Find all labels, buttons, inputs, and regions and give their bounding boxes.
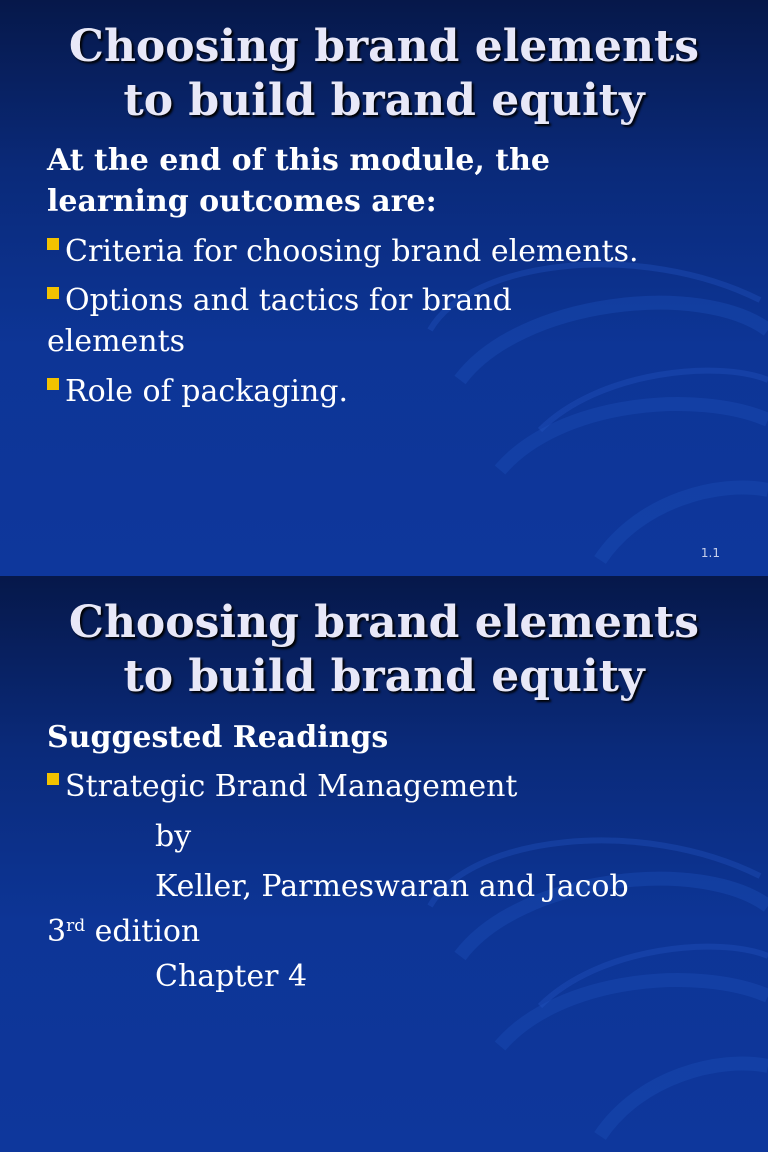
subheading-line-1: At the end of this module, the [47, 143, 550, 178]
title-line-2: to build brand equity [123, 651, 645, 702]
bullet-text: Options and tactics for brand [65, 283, 512, 318]
title-line-1: Choosing brand elements [68, 597, 700, 648]
bullet-item [47, 371, 747, 412]
yellow-square-bullet-icon [47, 378, 59, 390]
slide-number: 1.1 [700, 546, 720, 560]
yellow-square-bullet-icon [47, 287, 59, 299]
chapter-text: Chapter 4 [155, 959, 308, 994]
yellow-square-bullet-icon [47, 238, 59, 250]
subheading-line-2: learning outcomes are: [47, 184, 437, 219]
edition-superscript: rd [66, 916, 86, 936]
slide-title [0, 20, 768, 128]
bullet-item [47, 231, 747, 272]
bullet-text: Criteria for choosing brand elements. [65, 234, 639, 269]
bullet-continuation: elements [47, 324, 186, 359]
bullet-text: Role of packaging. [65, 374, 349, 409]
bullet-item [47, 766, 747, 807]
slide-title [0, 596, 768, 704]
bullet-item [47, 280, 747, 321]
subheading [47, 140, 737, 222]
edition-number: 3 [47, 914, 67, 949]
subheading: Suggested Readings [47, 720, 389, 755]
title-line-2: to build brand equity [123, 75, 645, 126]
authors-text: Keller, Parmeswaran and Jacob [155, 869, 629, 904]
edition-word: edition [85, 914, 201, 949]
bullet-text: Strategic Brand Management [65, 769, 518, 804]
by-text: by [155, 819, 192, 854]
slide-2 [0, 576, 768, 1152]
edition-text [47, 906, 200, 952]
title-line-1: Choosing brand elements [68, 21, 700, 72]
yellow-square-bullet-icon [47, 773, 59, 785]
